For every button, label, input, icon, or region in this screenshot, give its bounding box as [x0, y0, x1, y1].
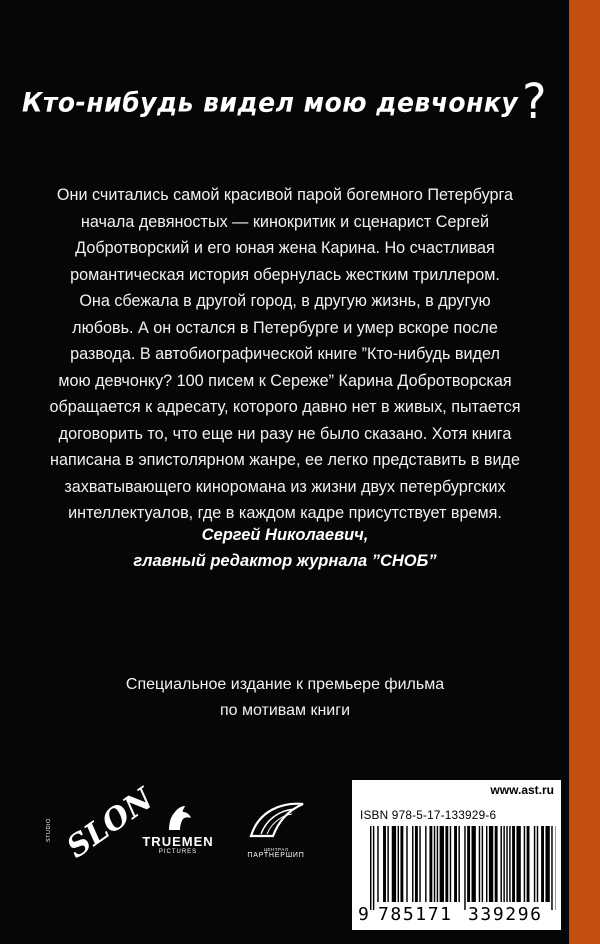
central-partnership-logo: [236, 800, 316, 864]
publisher-website: www.ast.ru: [490, 783, 554, 797]
cover-title: [0, 73, 569, 130]
author-name: Сергей Николаевич,: [201, 526, 369, 544]
truemen-pictures-logo: [138, 804, 218, 864]
barcode-digits: [352, 904, 561, 928]
author-role: главный редактор журнала ”СНОБ”: [133, 552, 437, 570]
barcode-panel: [352, 780, 561, 930]
barcode-right-group: 339296: [468, 904, 543, 925]
blurb-line: захватывающего кинороманa из жизни двух петербургских: [64, 477, 506, 496]
barcode-left-group: 785171: [378, 904, 453, 925]
blurb-line: романтическая история обернулась жестким триллером.: [70, 265, 500, 284]
title-text: Кто-нибудь видел мою девчонку: [21, 87, 519, 118]
slon-wordmark: SLON: [60, 781, 160, 866]
blurb-line: начала девяностых — кинокритик и сценарист Сергей: [80, 212, 490, 231]
blurb-line: любовь. А он остался в Петербурге и умер вскоре после: [72, 318, 498, 337]
truemen-name: TRUEMEN: [142, 834, 214, 849]
edition-note-line: по мотивам книги: [219, 702, 351, 719]
edition-note-line: Специальное издание к премьере фильма: [125, 676, 445, 693]
blurb-line: написана в эпистолярном жанре, ее легко представить в виде: [50, 451, 520, 469]
blurb-line: Они считались самой красивой парой богемного Петербурга: [56, 186, 514, 204]
blurb-line: развода. В автобиографической книге ”Кто-нибудь видел: [70, 345, 500, 363]
publisher-logos: [40, 781, 340, 870]
studio-slon-logo: [46, 781, 160, 866]
spine-edge: [569, 0, 600, 944]
title-question-mark: ?: [522, 72, 548, 130]
truemen-horse-icon: [163, 804, 193, 832]
barcode-first-digit: 9: [358, 904, 369, 925]
blurb: [40, 182, 530, 527]
slon-studio-label: STUDIO: [46, 818, 52, 842]
quote-attribution: [40, 522, 530, 574]
blurb-line: Она сбежала в другой город, в другую жизнь, в другую: [79, 292, 491, 310]
blurb-line: интеллектуалов, где в каждом кадре присутствует время.: [68, 504, 502, 522]
central-name: ПАРТНЕРШИП: [247, 852, 305, 859]
blurb-line: мою девчонку? 100 писем к Сереже” Карина Добротворская: [58, 371, 512, 390]
blurb-line: обращается к адресату, которого давно нет в живых, пытается: [49, 398, 521, 416]
isbn-number: ISBN 978-5-17-133929-6: [360, 808, 497, 822]
truemen-sub: PICTURES: [158, 849, 198, 855]
edition-note: [60, 672, 510, 724]
blurb-line: Добротворский и его юная жена Карина. Но счастливая: [75, 239, 495, 257]
barcode-icon: [370, 826, 556, 910]
central-partnership-emblem-icon: [245, 800, 307, 842]
blurb-line: договорить то, что еще ни разу не было сказано. Хотя книга: [58, 424, 512, 443]
central-tiny-label: ЦЕНТРАЛ: [263, 847, 289, 852]
